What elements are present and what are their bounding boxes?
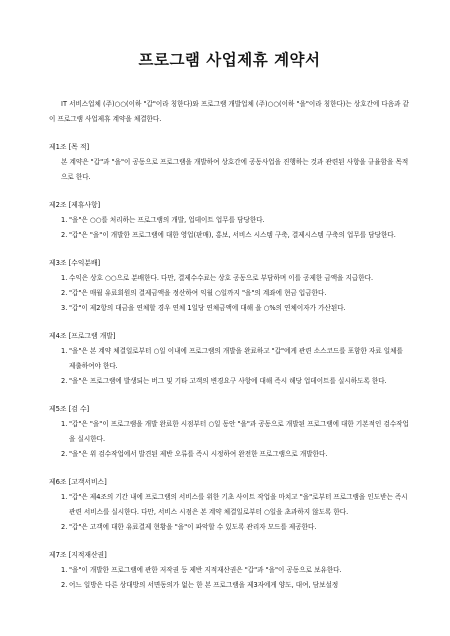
article-item [49,417,410,447]
item-text: "갑"은 고객에 대한 유료결제 현황을 "을"이 파악할 수 있도록 관리자 모드를 제공한다. [69,523,317,531]
article-item [49,286,410,301]
item-number: 3. [61,304,68,312]
article-item-list [49,213,410,243]
article-5 [49,402,410,462]
item-number: 1. [61,274,68,282]
item-text: "갑"은 매월 유료회원의 결제금액을 정산하여 익월 ○일까지 "을"의 계좌에 현금 입금한다. [69,289,327,297]
article-heading: 제6조 [고객서비스] [49,478,107,486]
article-paragraph: 본 계약은 "갑"과 "을"이 공동으로 프로그램을 개발하여 상호간에 공동사업을 진행하는 것과 관련된 사항을 규율함을 목적으로 한다. [61,158,409,181]
item-number: 1. [61,493,68,501]
article-item [49,447,410,462]
article-item [49,213,410,228]
article-item [49,520,410,535]
article-heading: 제2조 [제휴사항] [49,201,101,209]
article-item-list [49,271,410,316]
article-heading: 제4조 [프로그램 개발] [49,332,116,340]
item-text: "을"은 본 계약 체결일로부터 ○일 이내에 프로그램의 개발을 완료하고 "갑"에게 관련 소스코드를 포함한 자료 일체를 제출하여야 한다. [69,347,403,370]
articles-container [49,140,410,593]
item-text: 어느 일방은 다른 상대방의 서면동의가 없는 한 본 프로그램을 제3자에게 양도, 대여, 담보설정 [69,581,339,589]
article-3 [49,256,410,316]
article-item [49,301,410,316]
item-text: "갑"은 "을"이 개발한 프로그램에 대한 영업(판매), 홍보, 서비스 시스템 구축, 결제시스템 구축의 업무를 담당한다. [69,231,396,239]
article-item [49,563,410,578]
item-text: 수익은 상호 ○○으로 분배한다. 다만, 결제수수료는 상호 공동으로 부담하며 이를 공제한 금액을 지급한다. [69,274,374,282]
article-item [49,578,410,593]
article-item [49,490,410,520]
article-item-list [49,344,410,389]
intro-paragraph: IT 서비스업체 (주)○○(이하 "갑"이라 칭한다)와 프로그램 개발업체 (주)○○(이하 "을"이라 칭한다)는 상호간에 다음과 같이 프로그램 사업제휴 계약을 체결한다. [49,100,409,123]
article-1 [49,140,410,185]
item-number: 1. [61,216,68,224]
item-text: "을"은 ○○를 처리하는 프로그램의 개발, 업데이트 업무를 담당한다. [69,216,265,224]
item-text: "을"은 프로그램에 발생되는 버그 및 기타 고객의 변경요구 사항에 대해 즉시 해당 업데이트를 실시하도록 한다. [69,377,387,385]
item-text: "을"은 위 검수작업에서 발견된 제반 오류를 즉시 시정하여 완전한 프로그램으로 개발한다. [69,450,328,458]
article-item [49,228,410,243]
item-text: "을"이 개발한 프로그램에 관한 저작권 등 제반 지적재산권은 "갑"과 "을"이 공동으로 보유한다. [69,566,342,574]
item-text: "갑"은 제4조의 기간 내에 프로그램의 서비스를 위한 기초 사이트 작업을 마치고 "을"로부터 프로그램을 인도받는 즉시 관련 서비스를 실시한다. 다만, 서비스 시점은 본 계약 체결일로부터 ○일을 초과하지 않도록 한다. [69,493,408,516]
article-item [49,374,410,389]
article-item-list [49,490,410,535]
document-title: 프로그램 사업제휴 계약서 [138,51,321,69]
article-heading: 제3조 [수익분배] [49,259,101,267]
article-item [49,271,410,286]
article-7 [49,548,410,593]
item-number: 2. [61,523,68,531]
item-number: 2. [61,231,68,239]
article-heading: 제5조 [검 수] [49,405,90,413]
item-number: 1. [61,347,68,355]
article-4 [49,329,410,389]
item-number: 2. [61,450,68,458]
item-number: 2. [61,581,68,589]
item-number: 2. [61,377,68,385]
article-heading: 제7조 [지적재산권] [49,551,107,559]
article-item [49,344,410,374]
item-number: 2. [61,289,68,297]
item-text: "갑"이 제2항의 대금을 연체할 경우 연체 1일당 연체금액에 대해 을 ○%의 연체이자가 가산된다. [69,304,346,312]
article-heading: 제1조 [목 적] [49,143,90,151]
article-6 [49,475,410,535]
item-number: 1. [61,420,68,428]
article-item-list [49,563,410,593]
article-item-list [49,417,410,462]
item-text: "갑"은 "을"이 프로그램을 개발 완료한 시점부터 ○일 동안 "을"과 공동으로 개발된 프로그램에 대한 기본적인 검수작업을 실시한다. [69,420,409,443]
article-2 [49,198,410,243]
item-number: 1. [61,566,68,574]
